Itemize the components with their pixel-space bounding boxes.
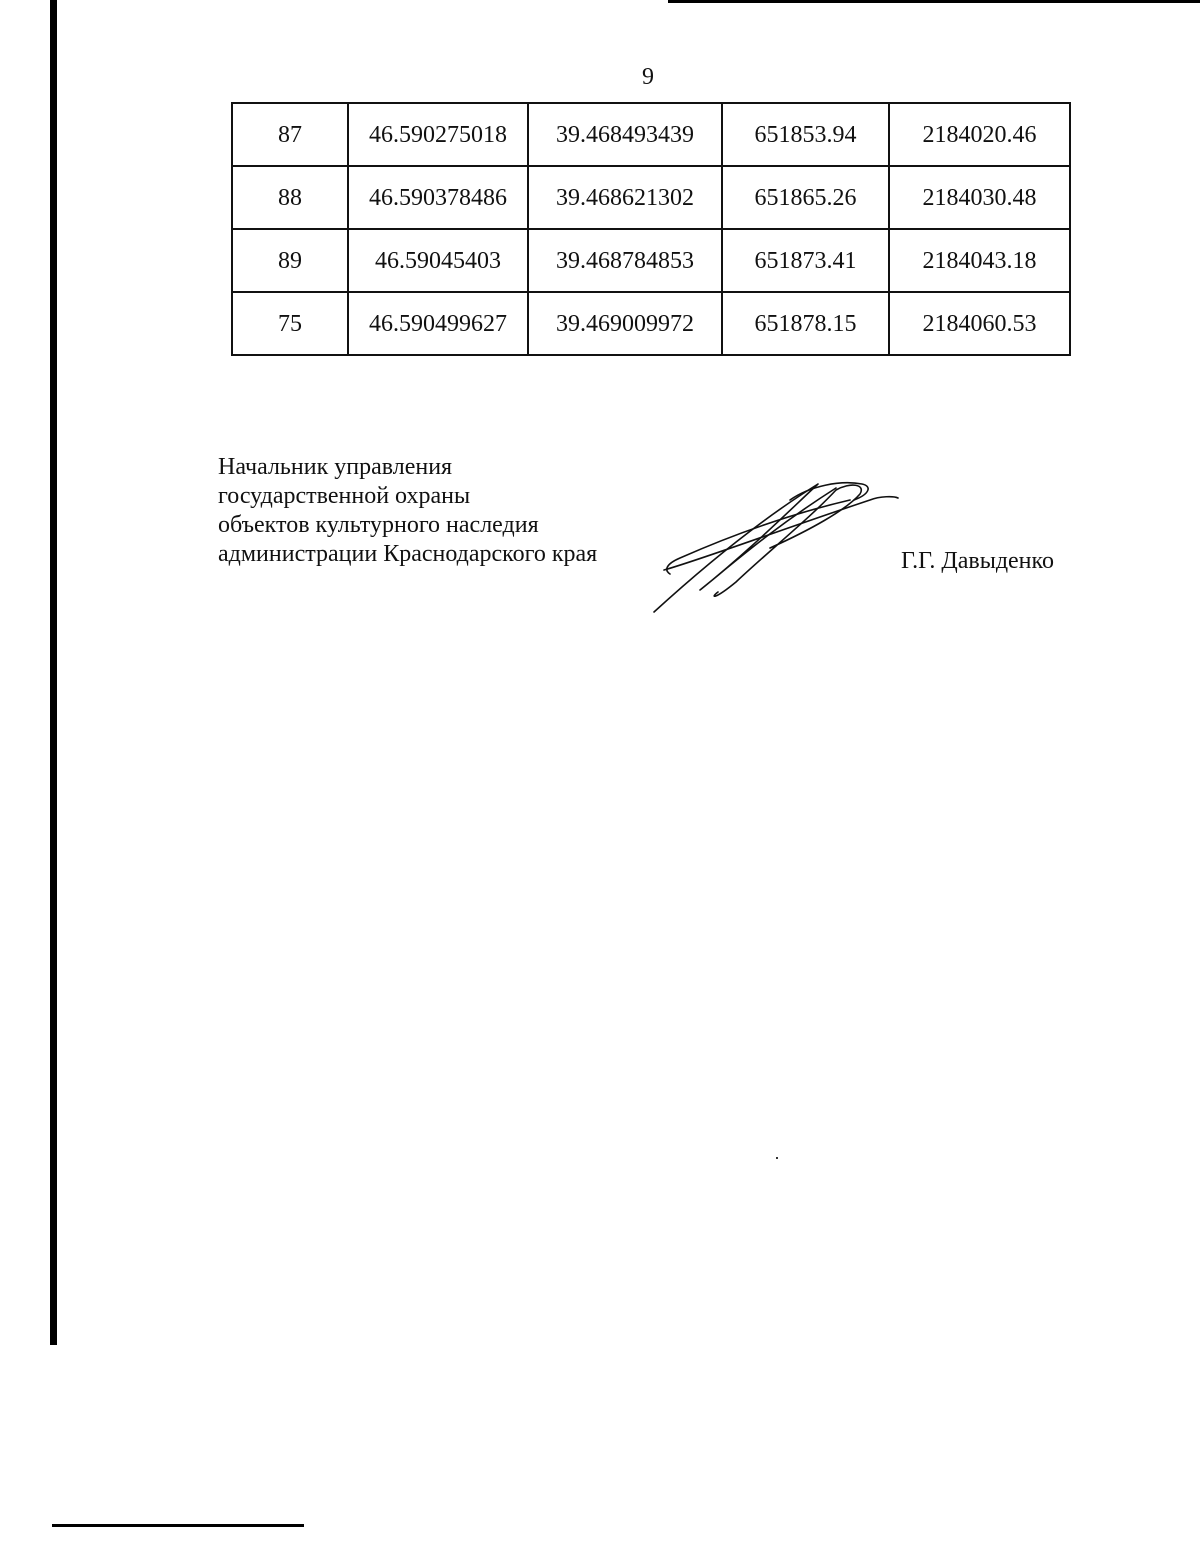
coordinates-table bbox=[231, 102, 1071, 356]
point-number-cell: 75 bbox=[232, 292, 348, 355]
x-coordinate-cell: 651878.15 bbox=[722, 292, 889, 355]
x-coordinate-cell: 651873.41 bbox=[722, 229, 889, 292]
signer-position-line: объектов культурного наследия bbox=[218, 512, 539, 538]
point-number-cell: 87 bbox=[232, 103, 348, 166]
point-number-cell: 88 bbox=[232, 166, 348, 229]
scan-edge-left bbox=[50, 0, 57, 1345]
latitude-cell: 46.590378486 bbox=[348, 166, 528, 229]
scan-speck bbox=[776, 1157, 778, 1159]
x-coordinate-cell: 651865.26 bbox=[722, 166, 889, 229]
table-row bbox=[232, 229, 1070, 292]
longitude-cell: 39.468493439 bbox=[528, 103, 722, 166]
handwritten-signature bbox=[640, 470, 910, 630]
table-row bbox=[232, 292, 1070, 355]
longitude-cell: 39.469009972 bbox=[528, 292, 722, 355]
signer-position-line: Начальник управления bbox=[218, 454, 453, 480]
y-coordinate-cell: 2184030.48 bbox=[889, 166, 1070, 229]
y-coordinate-cell: 2184043.18 bbox=[889, 229, 1070, 292]
y-coordinate-cell: 2184020.46 bbox=[889, 103, 1070, 166]
signer-position-line: государственной охраны bbox=[218, 483, 471, 509]
scan-edge-bottom bbox=[52, 1524, 304, 1527]
longitude-cell: 39.468784853 bbox=[528, 229, 722, 292]
table-row bbox=[232, 103, 1070, 166]
latitude-cell: 46.590499627 bbox=[348, 292, 528, 355]
point-number-cell: 89 bbox=[232, 229, 348, 292]
longitude-cell: 39.468621302 bbox=[528, 166, 722, 229]
table-row bbox=[232, 166, 1070, 229]
y-coordinate-cell: 2184060.53 bbox=[889, 292, 1070, 355]
page-number: 9 bbox=[642, 64, 654, 90]
signer-position bbox=[218, 453, 597, 569]
signer-name: Г.Г. Давыденко bbox=[901, 548, 1054, 574]
x-coordinate-cell: 651853.94 bbox=[722, 103, 889, 166]
signer-position-line: администрации Краснодарского края bbox=[218, 541, 598, 567]
latitude-cell: 46.590275018 bbox=[348, 103, 528, 166]
scan-edge-top bbox=[668, 0, 1200, 3]
latitude-cell: 46.59045403 bbox=[348, 229, 528, 292]
